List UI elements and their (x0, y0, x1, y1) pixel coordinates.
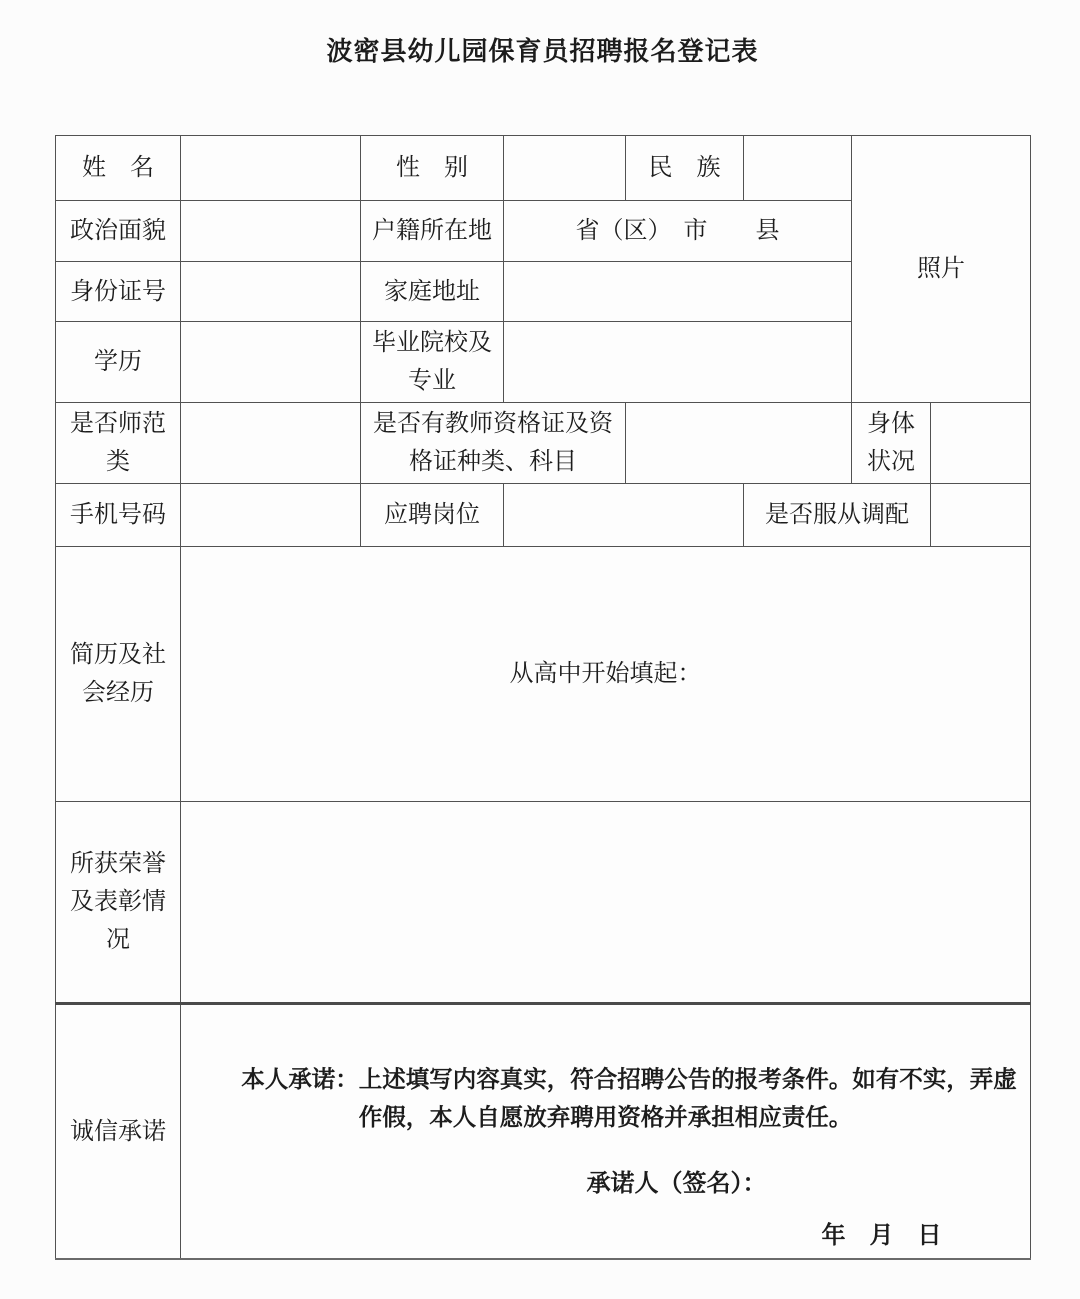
phone-number-value-cell (181, 484, 361, 547)
registration-table (55, 135, 1031, 1260)
position-applied-value-cell (504, 484, 744, 547)
teacher-certificate-value-cell (626, 403, 852, 484)
resume-label: 简历及社会经历 (56, 547, 181, 802)
household-registration-label: 户籍所在地 (361, 201, 504, 262)
row-resume (56, 547, 1031, 802)
row-normal-certificate-health (56, 403, 1031, 484)
graduation-school-label: 毕业院校及专业 (361, 322, 504, 403)
row-honors (56, 802, 1031, 1004)
integrity-pledge-label: 诚信承诺 (56, 1004, 181, 1260)
ethnicity-value-cell (744, 136, 852, 201)
political-status-value-cell (181, 201, 361, 262)
resume-content-cell (181, 547, 1031, 802)
photo-cell: 照片 (852, 136, 1031, 403)
honors-content-cell (181, 802, 1031, 1004)
obey-allocation-value-cell (931, 484, 1031, 547)
date-placeholder: 年 月 日 (821, 1221, 942, 1249)
row-phone-position-allocation (56, 484, 1031, 547)
gender-label: 性 别 (361, 136, 504, 201)
ethnicity-label: 民 族 (626, 136, 744, 201)
household-registration-value-cell: 省（区） 市 县 (504, 201, 852, 262)
name-label: 姓 名 (56, 136, 181, 201)
graduation-school-value-cell (504, 322, 852, 403)
pledge-paragraph: 本人承诺：上述填写内容真实，符合招聘公告的报考条件。如有不实，弄虚作假，本人自愿放弃聘用资格并承担相应责任。 (241, 1065, 1017, 1130)
teacher-certificate-label: 是否有教师资格证及资格证种类、科目 (361, 403, 626, 484)
honors-label: 所获荣誉及表彰情况 (56, 802, 181, 1004)
resume-hint: 从高中开始填起： (509, 660, 702, 687)
position-applied-label: 应聘岗位 (361, 484, 504, 547)
form-title: 波密县幼儿园保育员招聘报名登记表 (326, 36, 759, 66)
phone-number-label: 手机号码 (56, 484, 181, 547)
education-value-cell (181, 322, 361, 403)
pledge-content-cell (181, 1004, 1031, 1260)
obey-allocation-label: 是否服从调配 (744, 484, 931, 547)
id-number-label: 身份证号 (56, 262, 181, 322)
gender-value-cell (504, 136, 626, 201)
is-normal-school-label: 是否师范类 (56, 403, 181, 484)
health-status-value-cell (931, 403, 1031, 484)
id-number-value-cell (181, 262, 361, 322)
is-normal-school-value-cell (181, 403, 361, 484)
political-status-label: 政治面貌 (56, 201, 181, 262)
home-address-label: 家庭地址 (361, 262, 504, 322)
health-status-label: 身体状况 (852, 403, 931, 484)
row-integrity-pledge (56, 1004, 1031, 1260)
home-address-value-cell (504, 262, 852, 322)
name-value-cell (181, 136, 361, 201)
signer-label: 承诺人（签名）： (586, 1169, 767, 1197)
education-label: 学历 (56, 322, 181, 403)
row-name-gender-ethnicity (56, 136, 1031, 201)
